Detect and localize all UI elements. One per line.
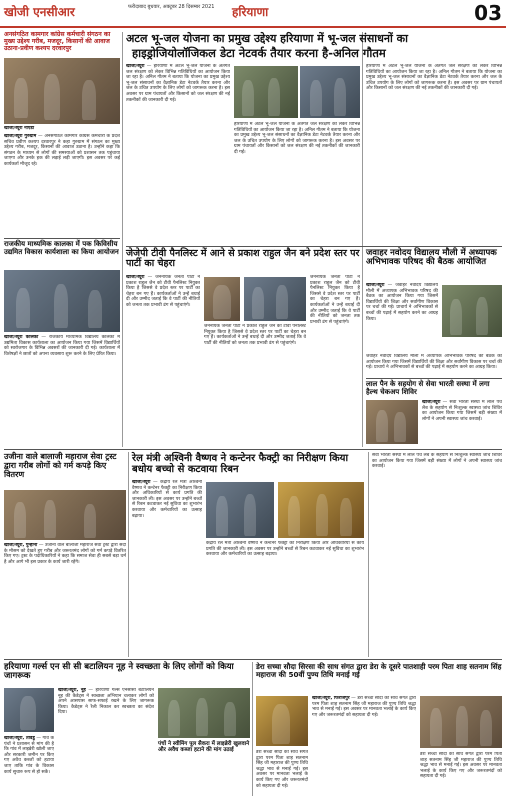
story9-byline: खोजी/ब्यूरो, नूह xyxy=(58,688,86,693)
story9-body: खोजी/ब्यूरो, नूह — हरियाणा गर्ल्स एनसीसी बटालियन नूह की कैडेट्स ने स्वच्छता अभियान चलाकर लोगों को अपने आसपास साफ-सफाई रखने के लिए जागरूक किया। कैडेट्स ने रैली निकाल कर स्वच्छता का संदेश दिया। xyxy=(58,688,154,716)
newspaper-logo: खोजी एनसीआर xyxy=(4,5,75,19)
masthead xyxy=(0,0,506,28)
story7-byline: खोजी/ब्यूरो xyxy=(422,400,441,405)
story2-byline: खोजी/ब्यूरो कालका xyxy=(4,335,39,340)
story7-headline: लाल पैन के सहयोग से सेवा भारती सस्था में लगा हैल्थ चेकअप शिविर xyxy=(366,380,490,396)
column-rule xyxy=(128,452,129,657)
issue-date: फरीदाबाद बुधवार, अक्टूबर 28 दिसम्बर 2021 xyxy=(128,4,215,10)
column-rule xyxy=(362,32,363,447)
story5-body-col3: जननायक जनता पार्टी ने प्रकाश राहुल जैन को टीवी पैनलिस्ट नियुक्त किया है जिससे वे प्रदेश स्तर पर पार्टी का चेहरा बन गए हैं। कार्यकर्ताओं ने उन्हें बधाई दी और उम्मीद जताई कि वे पार्टी की नीतियों को जनता तक प्रभावी ढंग से पहुंचाएंगे। xyxy=(310,275,360,325)
story4-headline: पंचों ने स्वीमिंग पूल सैकरा में लाइब्रेरी खुलवाने और अवैध कब्जा हटाने की मांग उठाई xyxy=(158,741,250,754)
story8-body-col2: केंद्रीय रेल मंत्री अश्विनी वैष्णव ने कन्टेनर फैक्ट्री का निरीक्षण किया और अधिकारियों से कार्य प्रगति की जानकारी ली। इस अवसर पर उन्होंने बच्चों से रिबन कटवाकर नई सुविधा का शुभारंभ करवाया और कर्मचारियों का उत्साह बढ़ाया। xyxy=(206,541,364,558)
story10-body-cont2: डेरा सच्चा सौदा की साध संगत द्वारा परम पिता शाह सतनाम सिंह जी महाराज की पुण्य तिथि श्रद्धा भाव से मनाई गई। इस अवसर पर मानवता भलाई के कार्य किए गए और जरूरतमंदों को सहायता दी गई। xyxy=(420,752,502,780)
lead-body-col2: हरियाणा में अटल भू-जल योजना के अंतर्गत जल संरक्षण को लेकर विभिन्न गतिविधियों का आयोजन किया जा रहा है। अनिल गौतम ने बताया कि योजना का प्रमुख उद्देश्य भू-जल संसाधनों का वैज्ञानिक डेटा नेटवर्क तैयार करना और जल के उचित उपयोग के लिए लोगों को जागरूक करना है। इस अवसर पर ग्राम पंचायतों और किसानों को जल संरक्षण की नई तकनीकों की जानकारी दी गई। xyxy=(234,122,360,155)
story8-photo-1 xyxy=(206,482,274,538)
story7-photo xyxy=(366,400,418,444)
story3-photo xyxy=(4,490,126,540)
story8-byline: खोजी/ब्यूरो xyxy=(132,480,151,485)
story6-body: खोजी/ब्यूरो — जवाहर नवोदय विद्यालय मौली में अध्यापक अभिभावक परिषद की बैठक का आयोजन किया गया जिसमें विद्यार्थियों की शिक्षा और सर्वांगीण विकास पर चर्चा की गई। प्राचार्य ने अभिभावकों से बच्चों की पढ़ाई में सहयोग करने का आग्रह किया। xyxy=(366,283,438,322)
divider xyxy=(4,449,502,450)
story7-body: खोजी/ब्यूरो — सेवा भारती संस्था में लाल पैथ लैब के सहयोग से निःशुल्क स्वास्थ्य जांच शिविर का आयोजन किया गया जिसमें बड़ी संख्या में लोगों ने अपनी स्वास्थ्य जांच करवाई। xyxy=(422,400,502,422)
story1-byline: खोजी/ब्यूरो गुरुग्राम xyxy=(4,134,37,139)
story9-headline: हरियाणा गर्ल्स एन सी सी बटालियन नूह ने स्वच्छता के लिए लोगों को किया जागरूक xyxy=(4,662,234,682)
story9-photo-2 xyxy=(158,688,250,738)
divider xyxy=(4,238,120,239)
story10-photo-1 xyxy=(256,696,308,746)
story3-byline: खोजी/ब्यूरो, पुन्हाना xyxy=(4,543,38,548)
story5-photo xyxy=(244,277,306,321)
story10-body: खोजी/ब्यूरो, फिरोजपुर — डेरा सच्चा सौदा की साध संगत द्वारा परम पिता शाह सतनाम सिंह जी महाराज की पुण्य तिथि श्रद्धा भाव से मनाई गई। इस अवसर पर मानवता भलाई के कार्य किए गए और जरूरतमंदों को सहायता दी गई। xyxy=(312,696,416,718)
story10-byline: खोजी/ब्यूरो, फिरोजपुर xyxy=(312,696,350,701)
page-number: 03 xyxy=(474,1,502,25)
story6-headline: जवाहर नवोदय विद्यालय मौली में अध्यापक अभिभावक परिषद की बैठक आयोजित xyxy=(366,248,497,268)
story1-photo xyxy=(4,58,120,124)
story1-body: खोजी/ब्यूरो गुरुग्राम — अनसंगठित कामगार कांग्रेस कर्मचारी के प्रदेश सचिव प्रवीण कश्यप दरवारपुर ने कहा गुरुग्राम में संगठन का मुख्य उद्देश्य गरीब, मजदूर, किसानों की आवाज उठाना है। उन्होंने कहा कि संगठन के माध्यम से लोगों की समस्याओं को प्रशासन तक पहुंचाया जाएगा और उनके हक की लड़ाई लड़ी जाएगी। इस अवसर पर कई कार्यकर्ता मौजूद रहे। xyxy=(4,134,120,167)
lead-body-col1: खोजी/ब्यूरो — हरियाणा में अटल भू-जल योजना के अंतर्गत जल संरक्षण को लेकर विभिन्न गतिविधियों का आयोजन किया जा रहा है। अनिल गौतम ने बताया कि योजना का प्रमुख उद्देश्य भू-जल संसाधनों का वैज्ञानिक डेटा नेटवर्क तैयार करना और जल के उचित उपयोग के लिए लोगों को जागरूक करना है। इस अवसर पर ग्राम पंचायतों और किसानों को जल संरक्षण की नई तकनीकों की जानकारी दी गई। xyxy=(126,64,230,103)
lead-photo-2 xyxy=(300,66,360,118)
story2-photo xyxy=(4,270,120,332)
story6-body-cont: जवाहर नवोदय विद्यालय मौली में अध्यापक अभिभावक परिषद की बैठक का आयोजन किया गया जिसमें विद्यार्थियों की शिक्षा और सर्वांगीण विकास पर चर्चा की गई। प्राचार्य ने अभिभावकों से बच्चों की पढ़ाई में सहयोग करने का आग्रह किया। xyxy=(366,354,502,371)
lead-body-col3: हरियाणा में अटल भू-जल योजना के अंतर्गत जल संरक्षण को लेकर विभिन्न गतिविधियों का आयोजन किया जा रहा है। अनिल गौतम ने बताया कि योजना का प्रमुख उद्देश्य भू-जल संसाधनों का वैज्ञानिक डेटा नेटवर्क तैयार करना और जल के उचित उपयोग के लिए लोगों को जागरूक करना है। इस अवसर पर ग्राम पंचायतों और किसानों को जल संरक्षण की नई तकनीकों की जानकारी दी गई। xyxy=(366,64,502,92)
lead-photo-1 xyxy=(234,66,298,118)
story5-body-col1: खोजी/ब्यूरो — जननायक जनता पार्टी ने प्रकाश राहुल जैन को टीवी पैनलिस्ट नियुक्त किया है जिससे वे प्रदेश स्तर पर पार्टी का चेहरा बन गए हैं। कार्यकर्ताओं ने उन्हें बधाई दी और उम्मीद जताई कि वे पार्टी की नीतियों को जनता तक प्रभावी ढंग से पहुंचाएंगे। xyxy=(126,275,200,308)
story1-caption: खोजी/ब्यूरो नोएडा xyxy=(4,126,35,131)
story8-headline: रेल मंत्री अश्विनी वैष्णव ने कन्टेनर फैक्ट्री का निरीक्षण किया बधोय बच्चो से कटवाया रिबन xyxy=(132,453,349,475)
divider xyxy=(366,378,502,379)
column-rule xyxy=(252,662,253,796)
story4-body: खोजी/ब्यूरो, तावडू — गांव के पंचों ने प्रशासन से मांग की है कि गांव में लाइब्रेरी खोली जाए और सरकारी जमीन पर किए गए अवैध कब्जों को हटाया जाए ताकि गांव के विकास कार्य सुचारु रूप से हो सकें। xyxy=(4,736,54,775)
story3-headline: उजीना वाले बालाजी महाराज सेवा ट्रस्ट द्वारा गरीब लोगों को गर्म कपड़े किए वितरण xyxy=(4,452,117,479)
story4-byline: खोजी/ब्यूरो, तावडू xyxy=(4,736,35,741)
story6-byline: खोजी/ब्यूरो xyxy=(366,283,385,288)
divider xyxy=(4,659,502,660)
story10-headline: डेरा सच्चा सौदा सिरसा की साध संगत द्वारा डेरा के दूसरे पातशाही परम पिता शाह सतनाम सिंह महाराज की 50वीं पुण्य तिथि मनाई गई xyxy=(256,662,502,679)
lead-byline: खोजी/ब्यूरो xyxy=(126,64,145,69)
section-title: हरियाणा xyxy=(232,5,269,19)
story5-headline: जेजेपी टीवी पैनलिस्ट में आने से प्रकाश राहुल जैन बने प्रदेश स्तर पर पार्टी का चेहरा xyxy=(126,248,360,270)
story8-photo-2 xyxy=(278,482,364,538)
story10-body-cont: डेरा सच्चा सौदा की साध संगत द्वारा परम पिता शाह सतनाम सिंह जी महाराज की पुण्य तिथि श्रद्धा भाव से मनाई गई। इस अवसर पर मानवता भलाई के कार्य किए गए और जरूरतमंदों को सहायता दी गई। xyxy=(256,750,308,789)
story1-headline: अनसंगठित कामगार कांग्रेस कर्मचारी संगठन का मुख्य उद्देश्य गरीब, मजदूर, किसानों की आवाज उठाना-प्रवीण कश्यप दरवारपुर xyxy=(4,31,111,52)
story5-byline: खोजी/ब्यूरो xyxy=(126,275,145,280)
divider xyxy=(126,246,502,247)
story8-body-col1: खोजी/ब्यूरो — केंद्रीय रेल मंत्री अश्विनी वैष्णव ने कन्टेनर फैक्ट्री का निरीक्षण किया और अधिकारियों से कार्य प्रगति की जानकारी ली। इस अवसर पर उन्होंने बच्चों से रिबन कटवाकर नई सुविधा का शुभारंभ करवाया और कर्मचारियों का उत्साह बढ़ाया। xyxy=(132,480,202,519)
story6-photo xyxy=(442,285,502,337)
lead-headline-line1: अटल भू-जल योजना का प्रमुख उद्देश्य हरियाणा में भू-जल संसाधनों का xyxy=(126,32,408,45)
story2-headline: राजकीय माध्यमिक कालका में पक कि‍विसीय उद्यमित विकास कार्यशाला का किया आयोजन xyxy=(4,240,119,256)
story7-body-cont: सेवा भारती संस्था में लाल पैथ लैब के सहयोग से निःशुल्क स्वास्थ्य जांच शिविर का आयोजन किया गया जिसमें बड़ी संख्या में लोगों ने अपनी स्वास्थ्य जांच करवाई। xyxy=(372,453,502,470)
story3-body: खोजी/ब्यूरो, पुन्हाना — उजीना वाले बालाजी महाराज सेवा ट्रस्ट द्वारा सर्दी के मौसम को देखते हुए गरीब और जरूरतमंद लोगों को गर्म कपड़े वितरित किए गए। ट्रस्ट के पदाधिकारियों ने कहा कि समाज सेवा ही सबसे बड़ा धर्म है और आगे भी इस प्रकार के कार्य जारी रहेंगे। xyxy=(4,543,126,565)
lead-headline-line2: हाइड्रोजियोलॉजिकल डेटा नेटवर्क तैयार करना है-अनिल गौतम xyxy=(132,46,386,60)
story9-photo-1 xyxy=(4,688,54,732)
column-rule xyxy=(122,32,123,447)
story10-photo-2 xyxy=(420,696,502,748)
story5-portrait xyxy=(204,277,240,321)
column-rule xyxy=(368,452,369,657)
story2-body: खोजी/ब्यूरो कालका — राजकीय माध्यमिक विद्यालय कालका में उद्यमिता विकास कार्यशाला का आयोजन किया गया जिसमें विद्यार्थियों को स्वरोजगार के विभिन्न अवसरों की जानकारी दी गई। कार्यशाला में विशेषज्ञों ने छात्रों को अपना व्यवसाय शुरू करने के लिए प्रेरित किया। xyxy=(4,335,120,357)
story5-body-col2: जननायक जनता पार्टी ने प्रकाश राहुल जैन को टीवी पैनलिस्ट नियुक्त किया है जिससे वे प्रदेश स्तर पर पार्टी का चेहरा बन गए हैं। कार्यकर्ताओं ने उन्हें बधाई दी और उम्मीद जताई कि वे पार्टी की नीतियों को जनता तक प्रभावी ढंग से पहुंचाएंगे। xyxy=(204,324,306,346)
